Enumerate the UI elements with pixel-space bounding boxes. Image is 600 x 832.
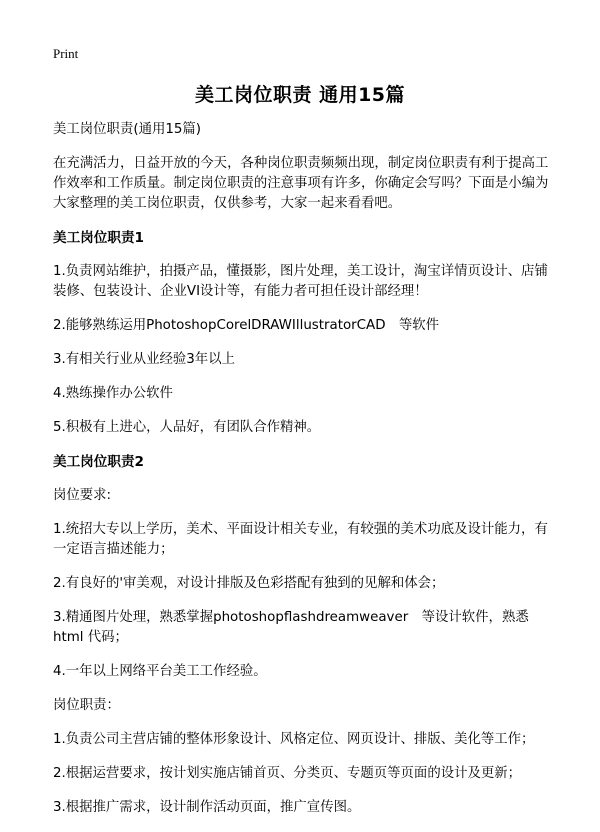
list-item: 1.统招大专以上学历，美术、平面设计相关专业，有较强的美术功底及设计能力，有一定语言描述能力； [53,522,548,557]
list-item: 4.熟练操作办公软件 [53,386,173,401]
document-body [53,120,553,832]
list-item: 3.精通图片处理，熟悉掌握photoshopflashdreamweaver 等设计软件，熟悉html 代码； [53,610,529,645]
section1-list [53,262,553,438]
section-heading-1: 美工岗位职责1 [53,230,145,246]
list-item: 3.根据推广需求，设计制作活动页面，推广宣传图。 [53,800,361,815]
requirements-label: 岗位要求: [53,488,112,503]
duties-label: 岗位职责： [53,698,120,713]
list-item: 2.能够熟练运用PhotoshopCorelDRAWIllustratorCAD 等软件 [53,318,440,333]
list-item: 4.一年以上网络平台美工工作经验。 [53,664,267,679]
print-label: Print [53,46,79,61]
requirements-list [53,520,553,682]
duties-list [53,730,553,818]
list-item: 5.积极有上进心，人品好，有团队合作精神。 [53,420,321,435]
document-title: 美工岗位职责 通用15篇 [194,84,406,106]
list-item: 1.负责网站维护，拍摄产品，懂摄影，图片处理，美工设计，淘宝详情页设计、店铺装修、包装设计、企业VI设计等，有能力者可担任设计部经理！ [53,264,548,299]
intro-paragraph: 在充满活力，日益开放的今天，各种岗位职责频频出现，制定岗位职责有利于提高工作效率和工作质量。制定岗位职责的注意事项有许多，你确定会写吗？下面是小编为大家整理的美工岗位职责，仅供参考，大家一起来看看吧。 [53,156,549,211]
list-item: 1.负责公司主营店铺的整体形象设计、风格定位、网页设计、排版、美化等工作； [53,732,535,747]
list-item: 2.根据运营要求，按计划实施店铺首页、分类页、专题页等页面的设计及更新； [53,766,522,781]
section-heading-2: 美工岗位职责2 [53,454,145,470]
list-item: 3.有相关行业从业经验3年以上 [53,352,235,367]
list-item: 2.有良好的'审美观，对设计排版及色彩搭配有独到的见解和体会； [53,576,445,591]
document-subtitle: 美工岗位职责(通用15篇) [53,122,202,137]
